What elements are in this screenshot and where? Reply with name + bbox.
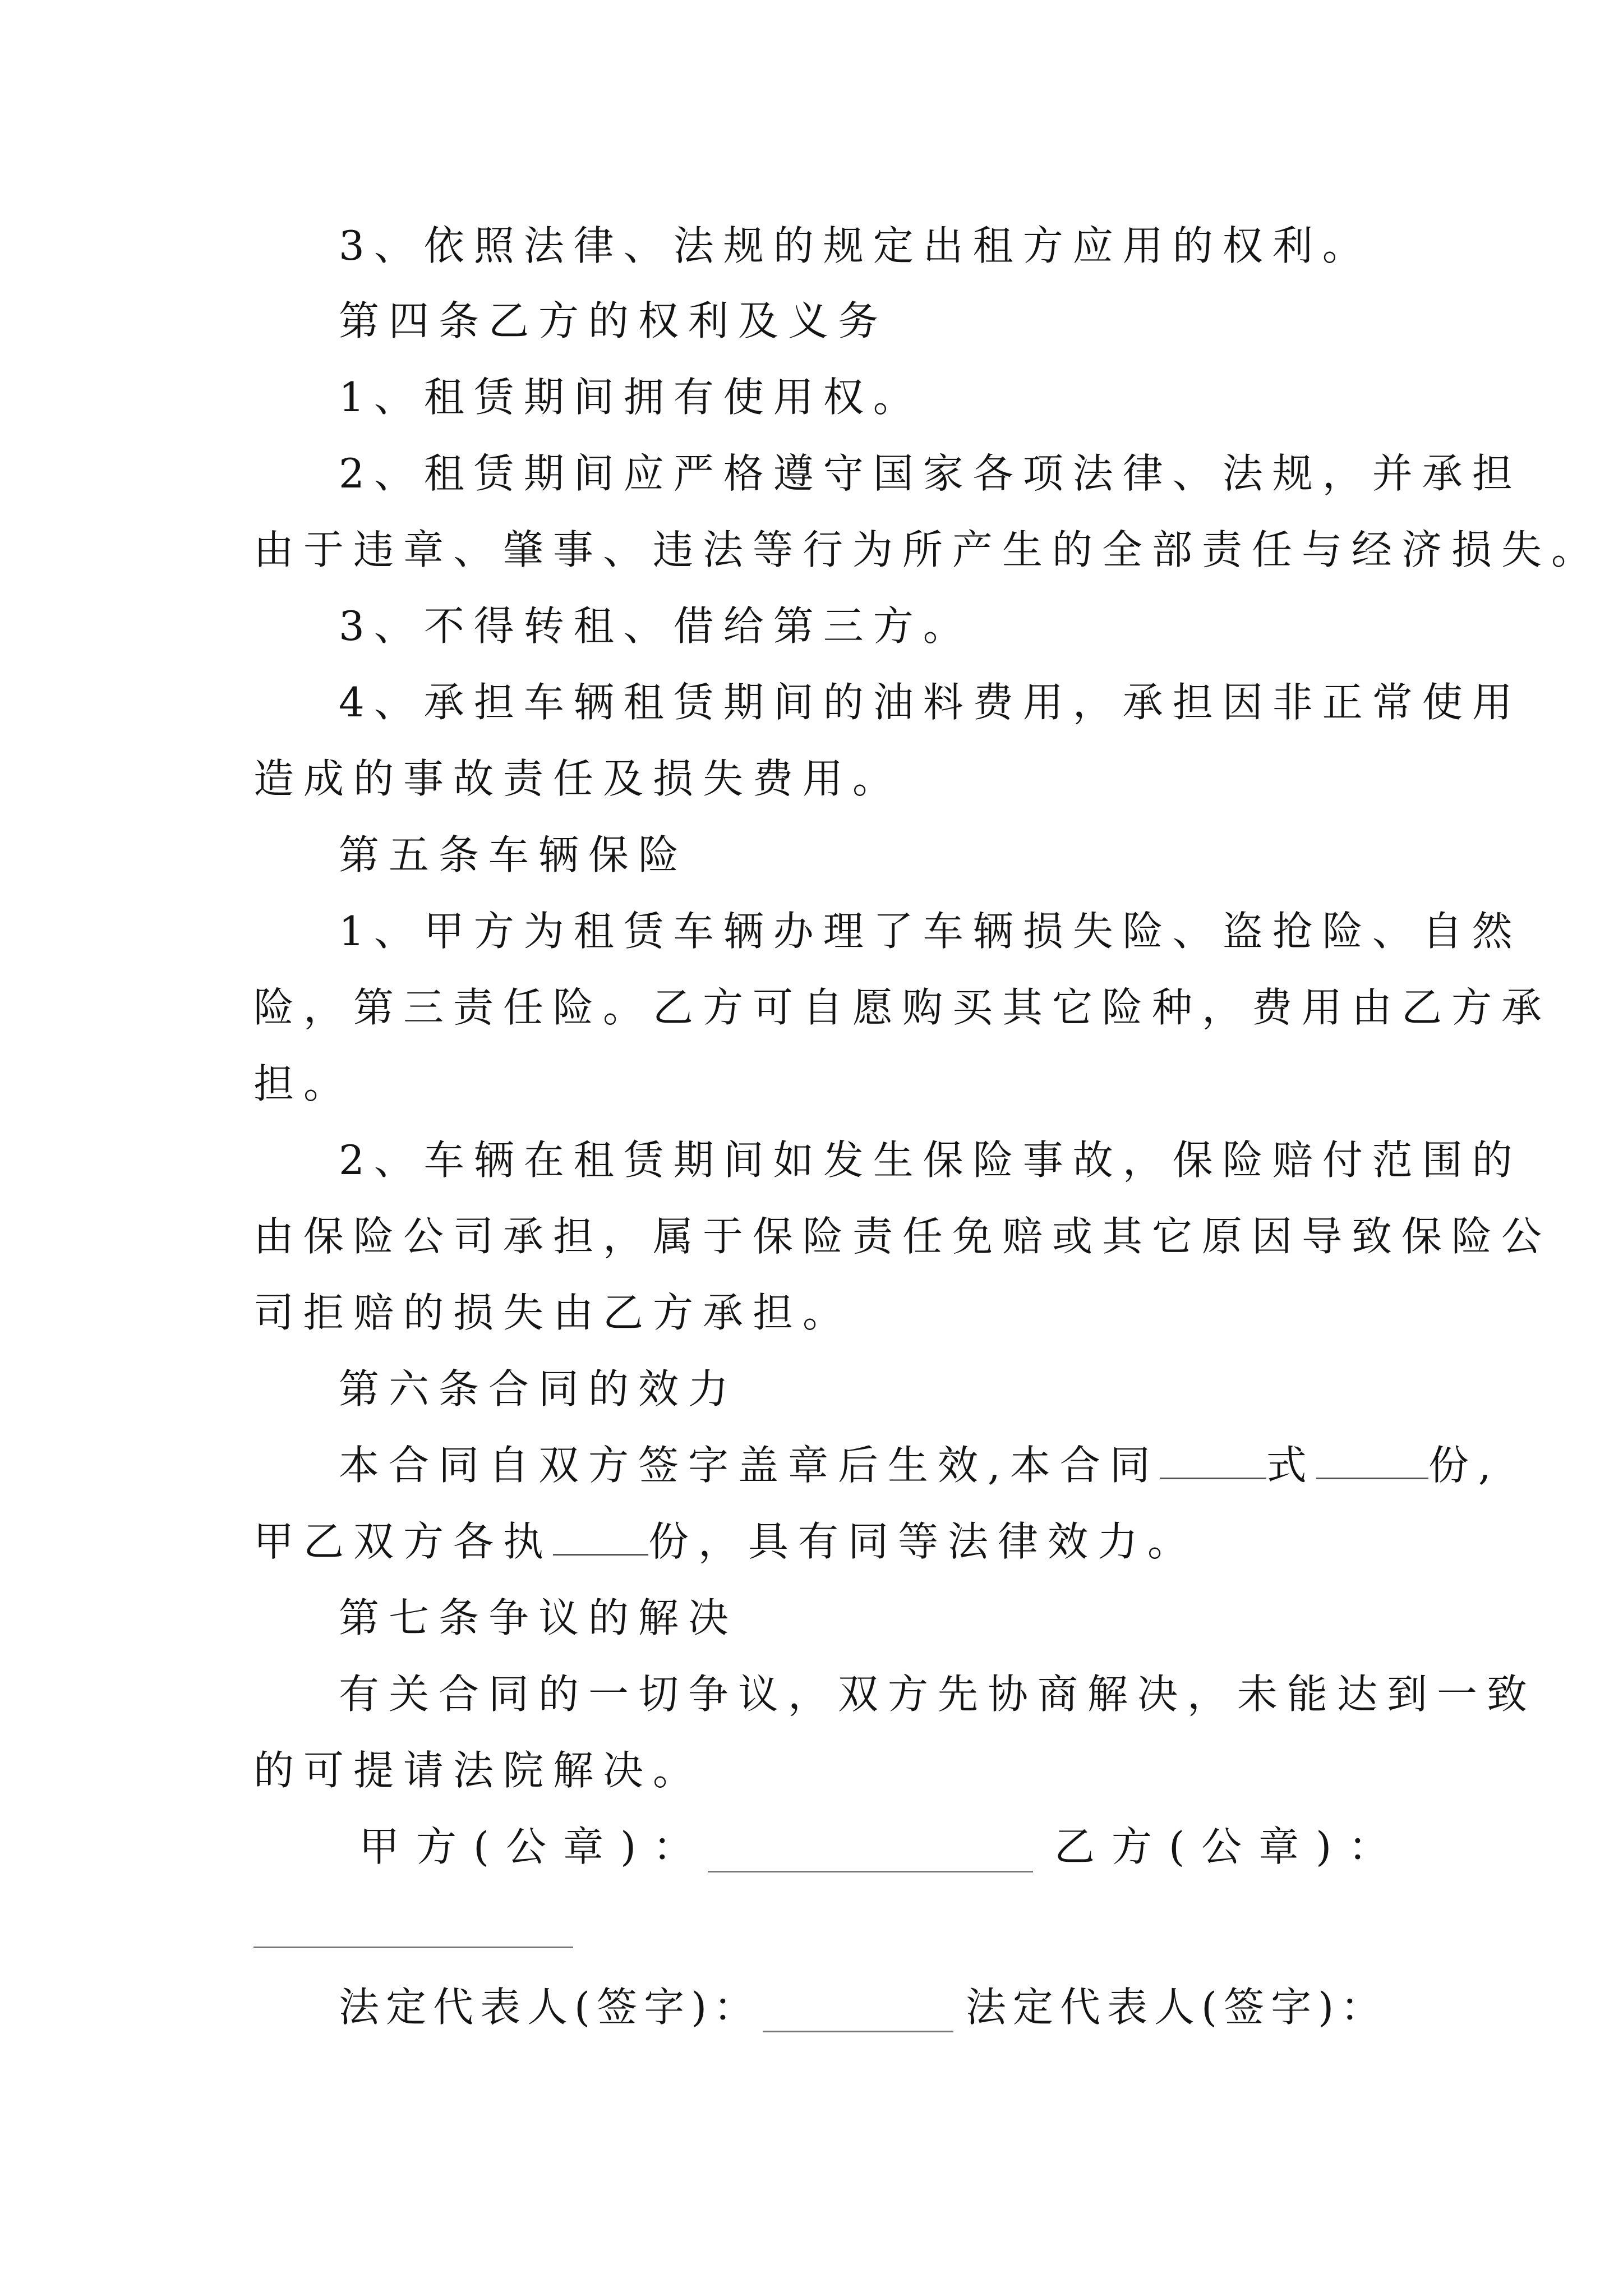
party-a-representative-label: 法定代表人(签字)：: [339, 1984, 761, 2031]
article-6-line-1-text-c: 份,: [1428, 1442, 1501, 1489]
party-a-representative-line: [763, 2031, 953, 2032]
article-6-line-1-text-a: 本合同自双方签字盖章后生效,本合同: [339, 1442, 1160, 1489]
article-5-item-2-line-1: 2、车辆在租赁期间如发生保险事故，保险赔付范围的: [339, 1137, 1522, 1184]
article-7-title: 第七条争议的解决: [339, 1594, 739, 1641]
article-7-line-1: 有关合同的一切争议，双方先协商解决，未能达到一致: [339, 1671, 1537, 1718]
party-b-representative-label: 法定代表人(签字)：: [966, 1984, 1388, 2031]
each-party-copies-blank: [553, 1519, 648, 1556]
article-4-item-1: 1、租赁期间拥有使用权。: [339, 374, 923, 421]
article-5-item-1-line-1: 1、甲方为租赁车辆办理了车辆损失险、盗抢险、自然: [339, 908, 1522, 955]
clause-3-item-3: 3、依照法律、法规的规定出租方应用的权利。: [339, 222, 1372, 269]
party-a-seal-label: 甲方(公章)：: [359, 1823, 711, 1870]
article-6-line-2-text-a: 甲乙双方各执: [253, 1518, 554, 1565]
article-6-line-2: [253, 1503, 1381, 1580]
article-4-item-2-line-2: 由于违章、肇事、违法等行为所产生的全部责任与经济损失。: [253, 526, 1602, 573]
article-5-item-1-line-2: 险，第三责任险。乙方可自愿购买其它险种，费用由乙方承: [253, 984, 1552, 1031]
article-6-title: 第六条合同的效力: [339, 1365, 739, 1412]
party-a-seal-line: [708, 1871, 1033, 1872]
party-b-seal-label: 乙方(公章)：: [1054, 1823, 1406, 1870]
article-4-item-4-line-1: 4、承担车辆租赁期间的油料费用，承担因非正常使用: [339, 679, 1522, 726]
article-6-line-1-text-b: 式: [1266, 1442, 1316, 1489]
article-5-item-2-line-3: 司拒赔的损失由乙方承担。: [253, 1289, 853, 1336]
article-7-line-2: 的可提请法院解决。: [253, 1747, 703, 1794]
copies-form-blank: [1160, 1443, 1266, 1479]
article-4-title: 第四条乙方的权利及义务: [339, 297, 888, 344]
article-5-title: 第五条车辆保险: [339, 831, 689, 878]
article-6-line-2-text-b: 份，具有同等法律效力。: [648, 1518, 1198, 1565]
copies-count-blank: [1316, 1443, 1428, 1479]
party-b-seal-line: [253, 1947, 573, 1948]
article-5-item-1-line-3: 担。: [253, 1060, 354, 1107]
article-4-item-2-line-1: 2、租赁期间应严格遵守国家各项法律、法规，并承担: [339, 450, 1522, 497]
article-4-item-4-line-2: 造成的事故责任及损失费用。: [253, 755, 903, 802]
article-6-line-1: [339, 1427, 1501, 1503]
article-5-item-2-line-2: 由保险公司承担，属于保险责任免赔或其它原因导致保险公: [253, 1213, 1552, 1260]
article-4-item-3: 3、不得转租、借给第三方。: [339, 602, 973, 650]
